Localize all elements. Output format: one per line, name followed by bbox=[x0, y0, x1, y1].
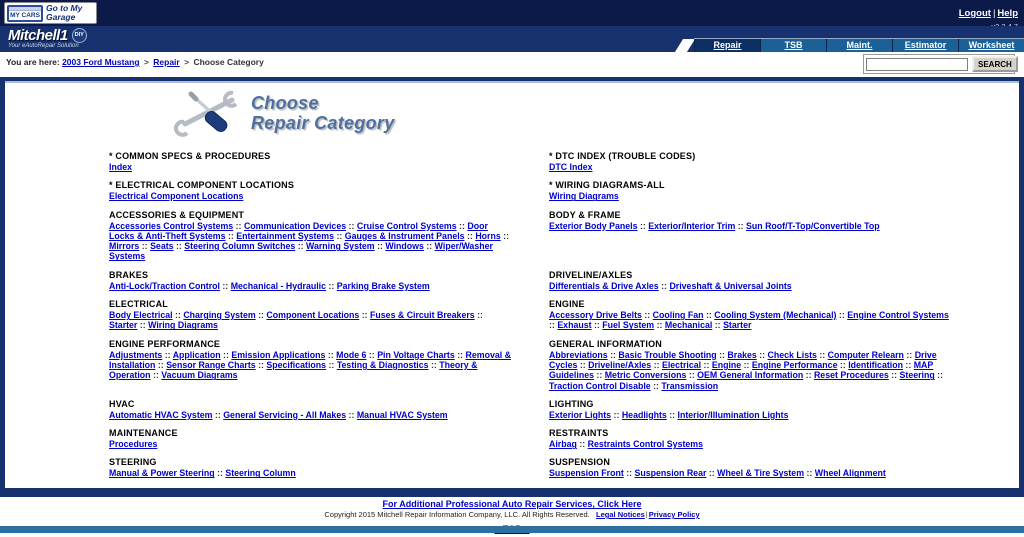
category-link[interactable]: Suspension Front bbox=[549, 468, 624, 479]
category-link[interactable]: Airbag bbox=[549, 439, 577, 450]
category-links bbox=[109, 221, 513, 262]
tab-estimator[interactable]: Estimator bbox=[892, 39, 958, 52]
category-row bbox=[109, 428, 969, 449]
category-cell-right bbox=[549, 457, 989, 478]
category-heading: HVAC bbox=[109, 398, 135, 409]
link-separator: :: bbox=[934, 370, 944, 381]
category-link[interactable]: Headlights bbox=[621, 409, 667, 420]
category-links bbox=[109, 310, 513, 331]
session-links bbox=[959, 0, 1024, 26]
category-links bbox=[109, 350, 513, 381]
category-link[interactable]: Cooling System (Mechanical) bbox=[714, 310, 837, 321]
category-link[interactable]: Exhaust bbox=[557, 320, 592, 331]
link-separator: :: bbox=[902, 359, 914, 370]
link-separator: :: bbox=[326, 280, 337, 291]
category-cell-right bbox=[549, 270, 989, 291]
link-separator: :: bbox=[837, 359, 849, 370]
search-input[interactable] bbox=[866, 58, 968, 71]
category-cell-right bbox=[549, 299, 989, 331]
category-links bbox=[109, 281, 513, 291]
category-link[interactable]: Application bbox=[172, 349, 221, 360]
legal-notices-link[interactable]: Legal Notices bbox=[596, 510, 645, 519]
category-link[interactable]: Automatic HVAC System bbox=[109, 409, 213, 420]
category-heading: * DTC INDEX (TROUBLE CODES) bbox=[549, 151, 696, 161]
category-links bbox=[549, 281, 953, 291]
link-separator: :: bbox=[666, 409, 678, 420]
category-link[interactable]: Sun Roof/T-Top/Convertible Top bbox=[746, 220, 880, 231]
category-row bbox=[109, 299, 969, 331]
category-link[interactable]: Door Locks & Anti-Theft Systems bbox=[109, 220, 488, 241]
category-cell-left bbox=[109, 180, 549, 201]
category-cell-left bbox=[109, 399, 549, 420]
category-link[interactable]: Wiper/Washer Systems bbox=[109, 241, 493, 262]
category-heading: * ELECTRICAL COMPONENT LOCATIONS bbox=[109, 180, 295, 191]
brand-bar bbox=[0, 26, 1024, 52]
category-link[interactable]: Theory & Operation bbox=[109, 359, 478, 381]
category-link[interactable]: Fuel System bbox=[602, 320, 655, 331]
category-link[interactable]: Wheel & Tire System bbox=[717, 468, 805, 479]
category-link[interactable]: Engine Performance bbox=[751, 359, 838, 370]
category-link[interactable]: Driveline/Axles bbox=[588, 359, 652, 370]
category-link[interactable]: Engine Control Systems bbox=[847, 310, 949, 321]
search-button[interactable]: SEARCH bbox=[972, 56, 1018, 72]
divider: | bbox=[645, 510, 648, 519]
category-link[interactable]: Brakes bbox=[727, 349, 757, 360]
category-links bbox=[549, 221, 953, 231]
brand-name: Mitchell1 bbox=[8, 27, 68, 44]
bottom-bar bbox=[0, 526, 1024, 533]
link-separator: :: bbox=[712, 320, 724, 331]
category-link[interactable]: Emission Applications bbox=[231, 349, 326, 360]
category-links bbox=[549, 439, 953, 449]
category-heading: STEERING bbox=[109, 457, 157, 468]
category-link[interactable]: Exterior Body Panels bbox=[549, 220, 638, 231]
link-separator: :: bbox=[454, 349, 466, 360]
category-row bbox=[109, 270, 969, 291]
link-separator: :: bbox=[641, 310, 653, 321]
category-link[interactable]: Procedures bbox=[109, 439, 158, 450]
link-separator: :: bbox=[255, 310, 267, 321]
category-row bbox=[109, 210, 969, 262]
link-separator: :: bbox=[346, 220, 357, 231]
category-links bbox=[109, 162, 513, 172]
link-separator: :: bbox=[888, 370, 900, 381]
category-link[interactable]: Testing & Diagnostics bbox=[336, 359, 429, 370]
category-links bbox=[549, 310, 953, 331]
category-link[interactable]: Computer Relearn bbox=[827, 349, 904, 360]
category-link[interactable]: Steering Column Switches bbox=[184, 241, 296, 252]
category-link[interactable]: Electrical bbox=[661, 359, 702, 370]
link-separator: :: bbox=[233, 220, 244, 231]
help-link[interactable]: Help bbox=[997, 8, 1018, 19]
link-separator: :: bbox=[703, 310, 715, 321]
link-separator: :: bbox=[162, 349, 173, 360]
link-separator: :: bbox=[741, 359, 752, 370]
category-cell-right bbox=[549, 151, 989, 172]
link-separator: :: bbox=[137, 320, 149, 331]
link-separator: :: bbox=[255, 359, 267, 370]
category-heading: BODY & FRAME bbox=[549, 209, 621, 220]
category-link[interactable]: Component Locations bbox=[266, 310, 360, 321]
category-link[interactable]: Vacuum Diagrams bbox=[161, 370, 238, 381]
category-link[interactable]: General Servicing - All Makes bbox=[223, 409, 347, 420]
category-link[interactable]: Accessories Control Systems bbox=[109, 220, 234, 231]
link-separator: :: bbox=[500, 230, 510, 241]
category-cell-left bbox=[109, 151, 549, 172]
category-link[interactable]: Reset Procedures bbox=[813, 370, 889, 381]
category-rows bbox=[109, 151, 969, 508]
category-link[interactable]: Parking Brake System bbox=[336, 280, 430, 291]
category-link[interactable]: Charging System bbox=[183, 310, 256, 321]
category-links bbox=[109, 439, 513, 449]
category-heading: BRAKES bbox=[109, 269, 149, 280]
link-separator: :: bbox=[658, 280, 670, 291]
link-separator: :: bbox=[803, 370, 814, 381]
breadcrumb-current-page: Choose Category bbox=[193, 57, 264, 67]
category-link[interactable]: Check Lists bbox=[767, 349, 817, 360]
category-heading: * WIRING DIAGRAMS-ALL bbox=[549, 180, 665, 191]
category-links bbox=[549, 162, 953, 172]
tab-repair[interactable]: Repair bbox=[694, 39, 760, 52]
copyright-text: Copyright 2015 Mitchell Repair Information Company, LLC. All Rights Reserved. bbox=[324, 510, 590, 519]
category-link[interactable]: Cruise Control Systems bbox=[356, 220, 457, 231]
link-separator: :: bbox=[903, 349, 915, 360]
category-link[interactable]: Steering Column bbox=[225, 468, 296, 479]
category-heading: GENERAL INFORMATION bbox=[549, 338, 662, 349]
category-link[interactable]: MAP Guidelines bbox=[549, 359, 934, 381]
category-link[interactable]: Suspension Rear bbox=[634, 468, 707, 479]
category-heading: RESTRAINTS bbox=[549, 428, 609, 439]
category-link[interactable]: Wheel Alignment bbox=[814, 468, 886, 479]
category-link[interactable]: Basic Trouble Shooting bbox=[618, 349, 717, 360]
link-separator: :: bbox=[220, 349, 232, 360]
category-link[interactable]: Horns bbox=[475, 230, 501, 241]
link-separator: :: bbox=[326, 359, 337, 370]
privacy-policy-link[interactable]: Privacy Policy bbox=[648, 510, 700, 519]
category-link[interactable]: Manual HVAC System bbox=[356, 409, 448, 420]
tab-worksheet[interactable]: Worksheet bbox=[958, 39, 1024, 52]
link-separator: :: bbox=[334, 230, 345, 241]
category-link[interactable]: Fuses & Circuit Breakers bbox=[370, 310, 475, 321]
category-link[interactable]: Transmission bbox=[661, 380, 719, 391]
link-separator: :: bbox=[756, 349, 768, 360]
category-cell-left bbox=[109, 270, 549, 291]
link-separator: :: bbox=[173, 241, 185, 252]
category-link[interactable]: Cooling Fan bbox=[652, 310, 704, 321]
mitchell1-logo[interactable] bbox=[8, 27, 87, 49]
category-heading: ENGINE bbox=[549, 299, 585, 310]
category-link[interactable]: Electrical Component Locations bbox=[109, 191, 244, 202]
category-link[interactable]: Seats bbox=[150, 241, 174, 252]
category-heading: * COMMON SPECS & PROCEDURES bbox=[109, 151, 271, 161]
category-link[interactable]: Gauges & Instrument Panels bbox=[344, 230, 465, 241]
link-separator: :: bbox=[139, 241, 151, 252]
category-link[interactable]: Body Electrical bbox=[109, 310, 173, 321]
category-links bbox=[549, 410, 953, 420]
category-link[interactable]: Warning System bbox=[306, 241, 375, 252]
breadcrumb-search-row bbox=[0, 52, 1024, 77]
breadcrumb-separator: > bbox=[184, 57, 190, 67]
category-link[interactable]: Pin Voltage Charts bbox=[377, 349, 455, 360]
link-separator: :: bbox=[150, 370, 162, 381]
link-separator: :: bbox=[155, 359, 167, 370]
link-separator: :: bbox=[423, 241, 435, 252]
link-separator: :: bbox=[651, 359, 662, 370]
category-cell-right bbox=[549, 180, 989, 201]
breadcrumb-vehicle-link[interactable]: 2003 Ford Mustang bbox=[62, 57, 140, 67]
category-link[interactable]: Steering bbox=[899, 370, 935, 381]
link-separator: :: bbox=[464, 230, 476, 241]
link-separator: :: bbox=[346, 409, 357, 420]
title-block bbox=[179, 89, 1019, 137]
category-link[interactable]: Anti-Lock/Traction Control bbox=[109, 280, 220, 291]
search-panel bbox=[863, 54, 1015, 74]
link-separator: :: bbox=[654, 320, 665, 331]
category-links bbox=[109, 410, 513, 420]
category-link[interactable]: Windows bbox=[385, 241, 424, 252]
copyright-line bbox=[0, 510, 1024, 519]
breadcrumb-prefix: You are here: bbox=[6, 57, 60, 67]
category-link[interactable]: Mode 6 bbox=[336, 349, 367, 360]
link-separator: :: bbox=[607, 349, 619, 360]
category-link[interactable]: Wiring Diagrams bbox=[148, 320, 218, 331]
category-link[interactable]: Driveshaft & Universal Joints bbox=[669, 280, 792, 291]
page-title-line1: Choose bbox=[251, 93, 319, 113]
tab-slash-decoration bbox=[675, 39, 695, 52]
link-separator: :: bbox=[225, 230, 237, 241]
footer bbox=[0, 497, 1024, 526]
footer-divider-bar bbox=[0, 488, 1024, 497]
link-separator: :: bbox=[374, 241, 386, 252]
breadcrumb-separator: > bbox=[143, 57, 149, 67]
category-link[interactable]: Adjustments bbox=[109, 349, 163, 360]
category-cell-right bbox=[549, 399, 989, 420]
page-title bbox=[251, 93, 395, 133]
category-link[interactable]: Accessory Drive Belts bbox=[549, 310, 642, 321]
category-links bbox=[549, 350, 953, 391]
link-separator: :: bbox=[549, 320, 558, 331]
category-row bbox=[109, 151, 969, 172]
category-link[interactable]: Removal & Installation bbox=[109, 349, 511, 370]
category-links bbox=[549, 468, 953, 478]
link-separator: :: bbox=[637, 220, 649, 231]
category-cell-left bbox=[109, 299, 549, 331]
category-cell-left bbox=[109, 339, 549, 391]
category-heading: DRIVELINE/AXLES bbox=[549, 269, 633, 280]
category-link[interactable]: OEM General Information bbox=[697, 370, 804, 381]
content-top-border bbox=[5, 77, 1019, 83]
link-separator: :: bbox=[623, 468, 635, 479]
category-heading: ELECTRICAL bbox=[109, 299, 168, 310]
category-row bbox=[109, 457, 969, 478]
category-row bbox=[109, 180, 969, 201]
category-link[interactable]: Specifications bbox=[266, 359, 327, 370]
category-link[interactable]: Restraints Control Systems bbox=[587, 439, 703, 450]
link-separator: :: bbox=[295, 241, 307, 252]
category-heading: ACCESSORIES & EQUIPMENT bbox=[109, 209, 245, 220]
category-link[interactable]: Wiring Diagrams bbox=[549, 191, 619, 202]
category-link[interactable]: Starter bbox=[723, 320, 752, 331]
category-link[interactable]: Mechanical bbox=[664, 320, 713, 331]
category-link[interactable]: Sensor Range Charts bbox=[166, 359, 256, 370]
link-separator: :: bbox=[172, 310, 184, 321]
my-cars-plate-icon bbox=[7, 5, 43, 22]
additional-services-link[interactable]: For Additional Professional Auto Repair Services, Click Here bbox=[382, 499, 642, 509]
category-heading: LIGHTING bbox=[549, 398, 594, 409]
category-link[interactable]: DTC Index bbox=[549, 162, 593, 172]
repair-tools-icon bbox=[179, 90, 241, 136]
category-heading: MAINTENANCE bbox=[109, 428, 178, 439]
category-row bbox=[109, 339, 969, 391]
category-links bbox=[549, 191, 953, 201]
link-separator: :: bbox=[701, 359, 712, 370]
link-separator: :: bbox=[650, 380, 662, 391]
category-link[interactable]: Mechanical - Hydraulic bbox=[230, 280, 327, 291]
category-link[interactable]: Engine bbox=[711, 359, 742, 370]
link-separator: :: bbox=[366, 349, 378, 360]
category-cell-left bbox=[109, 210, 549, 262]
link-separator: :: bbox=[816, 349, 828, 360]
link-separator: :: bbox=[706, 468, 718, 479]
category-link[interactable]: Communication Devices bbox=[243, 220, 347, 231]
divider: | bbox=[992, 8, 996, 19]
link-separator: :: bbox=[836, 310, 848, 321]
page-title-line2: Repair Category bbox=[251, 113, 395, 133]
link-separator: :: bbox=[359, 310, 371, 321]
link-separator: :: bbox=[456, 220, 468, 231]
logout-link[interactable]: Logout bbox=[958, 8, 991, 19]
tab-maint[interactable]: Maint. bbox=[826, 39, 892, 52]
link-separator: :: bbox=[611, 409, 622, 420]
tab-tsb[interactable]: TSB bbox=[760, 39, 826, 52]
link-separator: :: bbox=[591, 320, 603, 331]
nav-tabs bbox=[694, 38, 1024, 52]
category-link[interactable]: Metric Conversions bbox=[604, 370, 687, 381]
category-link[interactable]: Entertainment Systems bbox=[236, 230, 335, 241]
link-separator: :: bbox=[804, 468, 815, 479]
link-separator: :: bbox=[212, 409, 224, 420]
link-separator: :: bbox=[577, 359, 589, 370]
category-cell-left bbox=[109, 428, 549, 449]
breadcrumb-repair-link[interactable]: Repair bbox=[153, 57, 180, 67]
diy-badge-icon: DIY bbox=[72, 28, 87, 43]
category-cell-left bbox=[109, 457, 549, 478]
link-separator: :: bbox=[219, 280, 231, 291]
link-separator: :: bbox=[474, 310, 483, 321]
category-link[interactable]: Starter bbox=[109, 320, 138, 331]
link-separator: :: bbox=[686, 370, 698, 381]
category-link[interactable]: Identification bbox=[848, 359, 903, 370]
link-separator: :: bbox=[576, 439, 588, 450]
link-separator: :: bbox=[716, 349, 728, 360]
category-heading: SUSPENSION bbox=[549, 457, 611, 468]
plate-label: MY CARS bbox=[10, 11, 40, 19]
category-link[interactable]: Differentials & Drive Axles bbox=[549, 280, 659, 291]
category-link[interactable]: Traction Control Disable bbox=[549, 380, 651, 391]
category-heading: ENGINE PERFORMANCE bbox=[109, 338, 221, 349]
link-separator: :: bbox=[428, 359, 440, 370]
category-links bbox=[109, 191, 513, 201]
go-to-my-garage-button[interactable] bbox=[4, 2, 97, 24]
link-separator: :: bbox=[214, 468, 226, 479]
category-link[interactable]: Exterior Lights bbox=[549, 409, 612, 420]
category-cell-right bbox=[549, 339, 989, 391]
category-link[interactable]: Mirrors bbox=[109, 241, 140, 252]
category-link[interactable]: Index bbox=[109, 162, 132, 172]
brand-tagline: Your eAutoRepair Solution bbox=[8, 43, 79, 49]
category-cell-right bbox=[549, 428, 989, 449]
category-cell-right bbox=[549, 210, 989, 262]
category-links bbox=[109, 468, 513, 478]
content-panel bbox=[0, 77, 1024, 488]
link-separator: :: bbox=[593, 370, 605, 381]
category-link[interactable]: Manual & Power Steering bbox=[109, 468, 215, 479]
category-link[interactable]: Abbreviations bbox=[549, 349, 608, 360]
category-link[interactable]: Exterior/Interior Trim bbox=[648, 220, 736, 231]
link-separator: :: bbox=[735, 220, 747, 231]
category-row bbox=[109, 399, 969, 420]
top-bar bbox=[0, 0, 1024, 26]
category-link[interactable]: Drive Cycles bbox=[549, 349, 937, 370]
garage-button-label: Go to My Garage bbox=[46, 3, 83, 22]
link-separator: :: bbox=[325, 349, 337, 360]
category-link[interactable]: Interior/Illumination Lights bbox=[677, 409, 789, 420]
